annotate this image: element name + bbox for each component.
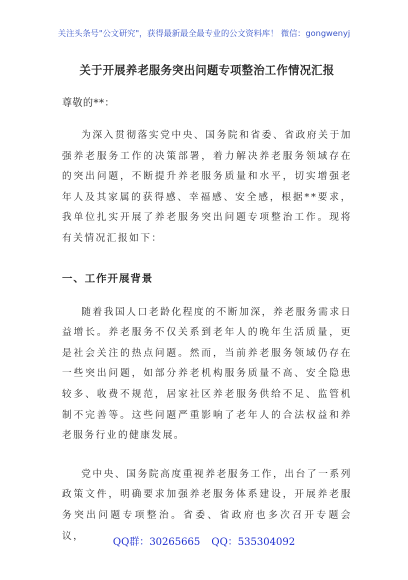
footer-contact xyxy=(0,533,408,548)
header-note: 关注头条号"公文研究"，获得最新最全最专业的公文资料库！ 微信：gongwenyj xyxy=(57,28,351,38)
background-paragraph-2: 党中央、国务院高度重视养老服务工作，出台了一系列政策文件，明确要求加强养老服务体系建设，开展养老服务突出问题专项整治。省委、省政府也多次召开专题会议， xyxy=(62,468,352,542)
footer-qq: QQ：535304092 xyxy=(211,537,296,548)
footer-qq-group: QQ群：30265665 xyxy=(112,537,201,548)
document-title: 关于开展养老服务突出问题专项整治工作情况汇报 xyxy=(79,63,335,77)
intro-paragraph: 为深入贯彻落实党中央、国务院和省委、省政府关于加强养老服务工作的决策部署，着力解决养老服务领域存在的突出问题，不断提升养老服务质量和水平，切实增强老年人及其家属的获得感、幸福感、安全感，根据**要求，我单位扎实开展了养老服务突出问题专项整治工作。现将有关情况汇报如下： xyxy=(62,130,352,244)
background-paragraph-1: 随着我国人口老龄化程度的不断加深，养老服务需求日益增长。养老服务不仅关系到老年人的晚年生活质量，更是社会关注的热点问题。然而，当前养老服务领域仍存在一些突出问题，如部分养老机构服务质量不高、安全隐患较多、收费不规范，居家社区养老服务供给不足、监管机制不完善等。这些问题严重影响了老年人的合法权益和养老服务行业的健康发展。 xyxy=(62,306,352,442)
salutation: 尊敬的**： xyxy=(62,98,115,109)
paragraph-gap xyxy=(62,447,352,465)
document-body xyxy=(62,62,352,547)
section-heading-background: 一、工作开展背景 xyxy=(62,272,154,285)
